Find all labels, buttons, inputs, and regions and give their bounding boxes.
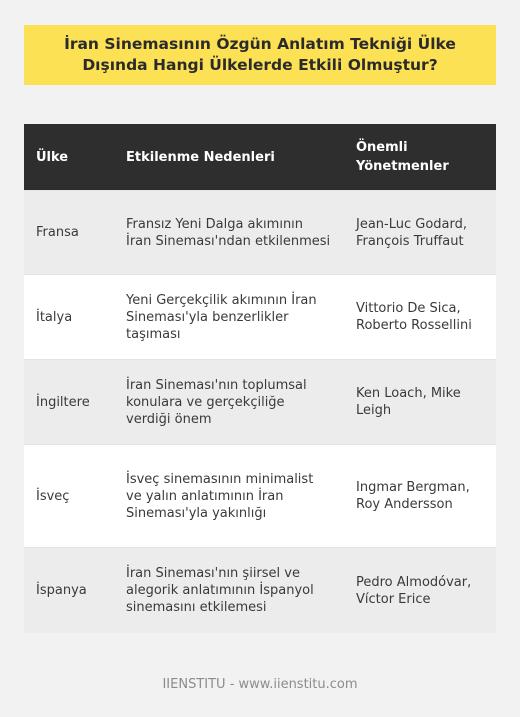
cell-country: Fransa [24, 191, 114, 275]
cell-country: İspanya [24, 548, 114, 634]
cell-country: İngiltere [24, 360, 114, 445]
cell-country: İsveç [24, 445, 114, 548]
table-row [24, 191, 496, 275]
cell-directors: Ken Loach, Mike Leigh [344, 360, 496, 445]
cell-reasons: Yeni Gerçekçilik akımının İran Sineması'yla benzerlikler taşıması [114, 275, 344, 360]
header-reasons: Etkilenme Nedenleri [114, 124, 344, 191]
table-row [24, 548, 496, 634]
page-title: İran Sinemasının Özgün Anlatım Tekniği Ülke Dışında Hangi Ülkelerde Etkili Olmuştur? [64, 35, 456, 74]
cell-country: İtalya [24, 275, 114, 360]
table-row [24, 445, 496, 548]
cell-reasons: İsveç sinemasının minimalist ve yalın anlatımının İran Sineması'yla yakınlığı [114, 445, 344, 548]
table-row [24, 360, 496, 445]
cell-reasons: Fransız Yeni Dalga akımının İran Sineması'ndan etkilenmesi [114, 191, 344, 275]
header-directors: Önemli Yönetmenler [344, 124, 496, 191]
cell-directors: Pedro Almodóvar, Víctor Erice [344, 548, 496, 634]
header-country: Ülke [24, 124, 114, 191]
table-row [24, 275, 496, 360]
title-banner [24, 25, 496, 85]
cell-directors: Ingmar Bergman, Roy Andersson [344, 445, 496, 548]
table-header-row [24, 124, 496, 191]
cell-reasons: İran Sineması'nın şiirsel ve alegorik anlatımının İspanyol sinemasını etkilemesi [114, 548, 344, 634]
footer-credit: IIENSTITU - www.iienstitu.com [162, 677, 358, 692]
countries-table [24, 124, 496, 633]
cell-directors: Jean-Luc Godard, François Truffaut [344, 191, 496, 275]
cell-reasons: İran Sineması'nın toplumsal konulara ve gerçekçiliğe verdiği önem [114, 360, 344, 445]
cell-directors: Vittorio De Sica, Roberto Rossellini [344, 275, 496, 360]
